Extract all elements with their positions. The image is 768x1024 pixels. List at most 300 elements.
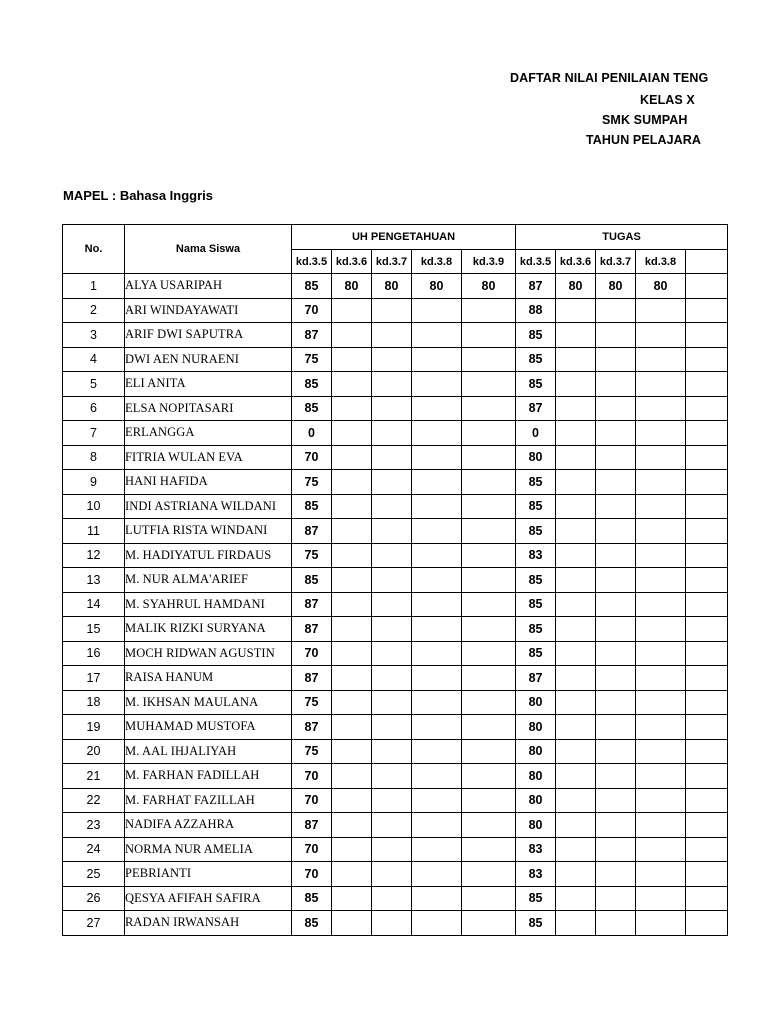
uh-score-cell [372,372,412,397]
uh-score-cell [332,739,372,764]
uh-score-cell: 75 [292,690,332,715]
uh-score-cell [462,886,516,911]
header-school: SMK SUMPAH [602,113,688,127]
col-header-name: Nama Siswa [125,225,292,274]
extra-cell [686,323,728,348]
tugas-score-cell [596,666,636,691]
uh-score-cell [462,494,516,519]
uh-score-cell [412,788,462,813]
grades-table-body [63,274,728,936]
uh-score-cell [412,396,462,421]
tugas-score-cell [596,862,636,887]
table-row [63,347,728,372]
tugas-score-cell: 85 [516,494,556,519]
uh-score-cell [372,911,412,936]
uh-score-cell [332,715,372,740]
tugas-score-cell: 80 [516,739,556,764]
tugas-score-cell [556,690,596,715]
extra-cell [686,519,728,544]
uh-score-cell [462,715,516,740]
uh-score-cell: 80 [462,274,516,299]
tugas-score-cell: 85 [516,323,556,348]
student-name: DWI AEN NURAENI [125,347,292,372]
tugas-score-cell [556,617,596,642]
tugas-score-cell: 87 [516,274,556,299]
tugas-score-cell: 83 [516,543,556,568]
extra-cell [686,739,728,764]
student-name: MUHAMAD MUSTOFA [125,715,292,740]
uh-score-cell [412,592,462,617]
uh-score-cell [462,592,516,617]
uh-score-cell: 87 [292,592,332,617]
extra-cell [686,641,728,666]
col-header-uh-kd: kd.3.6 [332,250,372,274]
student-name: M. HADIYATUL FIRDAUS [125,543,292,568]
uh-score-cell [372,764,412,789]
tugas-score-cell [636,592,686,617]
uh-score-cell [372,617,412,642]
uh-score-cell [412,690,462,715]
uh-score-cell [332,421,372,446]
tugas-score-cell [636,788,686,813]
uh-score-cell: 85 [292,274,332,299]
row-number: 19 [63,715,125,740]
uh-score-cell [332,470,372,495]
student-name: ELI ANITA [125,372,292,397]
extra-cell [686,274,728,299]
grades-table-viewport [62,224,683,936]
uh-score-cell [412,837,462,862]
tugas-score-cell [636,421,686,446]
uh-score-cell [462,788,516,813]
student-name: ELSA NOPITASARI [125,396,292,421]
tugas-score-cell [596,617,636,642]
uh-score-cell: 85 [292,568,332,593]
tugas-score-cell: 80 [516,813,556,838]
uh-score-cell: 85 [292,396,332,421]
uh-score-cell [372,445,412,470]
row-number: 1 [63,274,125,299]
uh-score-cell: 70 [292,641,332,666]
student-name: RADAN IRWANSAH [125,911,292,936]
tugas-score-cell [636,641,686,666]
uh-score-cell: 85 [292,886,332,911]
uh-score-cell [372,715,412,740]
uh-score-cell [332,372,372,397]
uh-score-cell [332,347,372,372]
tugas-score-cell [596,764,636,789]
group-header-uh: UH PENGETAHUAN [292,225,516,250]
uh-score-cell: 87 [292,519,332,544]
row-number: 18 [63,690,125,715]
student-name: ARI WINDAYAWATI [125,298,292,323]
tugas-score-cell [636,323,686,348]
student-name: M. SYAHRUL HAMDANI [125,592,292,617]
row-number: 8 [63,445,125,470]
row-number: 10 [63,494,125,519]
uh-score-cell [372,886,412,911]
tugas-score-cell [556,641,596,666]
tugas-score-cell [636,494,686,519]
document-header [0,0,709,160]
row-number: 9 [63,470,125,495]
uh-score-cell [462,519,516,544]
tugas-score-cell [556,568,596,593]
row-number: 2 [63,298,125,323]
table-row [63,764,728,789]
table-row [63,739,728,764]
table-row [63,911,728,936]
uh-score-cell [412,323,462,348]
table-row [63,323,728,348]
table-row [63,372,728,397]
tugas-score-cell: 85 [516,617,556,642]
tugas-score-cell: 85 [516,886,556,911]
tugas-score-cell: 80 [516,445,556,470]
uh-score-cell [372,690,412,715]
uh-score-cell [372,739,412,764]
uh-score-cell [372,543,412,568]
uh-score-cell [412,911,462,936]
table-row [63,568,728,593]
student-name: M. NUR ALMA'ARIEF [125,568,292,593]
tugas-score-cell: 80 [516,690,556,715]
row-number: 12 [63,543,125,568]
uh-score-cell: 75 [292,739,332,764]
extra-cell [686,298,728,323]
student-name: M. IKHSAN MAULANA [125,690,292,715]
tugas-score-cell [556,715,596,740]
student-name: MOCH RIDWAN AGUSTIN [125,641,292,666]
uh-score-cell [462,666,516,691]
table-row [63,886,728,911]
row-number: 21 [63,764,125,789]
tugas-score-cell [636,666,686,691]
table-row [63,470,728,495]
uh-score-cell [412,715,462,740]
table-row [63,592,728,617]
row-number: 5 [63,372,125,397]
tugas-score-cell: 85 [516,641,556,666]
tugas-score-cell [636,739,686,764]
tugas-score-cell [596,347,636,372]
header-class: KELAS X [640,93,695,107]
tugas-score-cell [596,372,636,397]
table-header-row-1 [63,225,728,250]
uh-score-cell: 75 [292,543,332,568]
uh-score-cell [372,862,412,887]
col-header-tugas-kd: kd.3.8 [636,250,686,274]
uh-score-cell [332,543,372,568]
tugas-score-cell [596,837,636,862]
tugas-score-cell [556,421,596,446]
uh-score-cell: 87 [292,323,332,348]
tugas-score-cell: 80 [556,274,596,299]
row-number: 15 [63,617,125,642]
tugas-score-cell [596,396,636,421]
uh-score-cell [412,298,462,323]
extra-cell [686,470,728,495]
uh-score-cell [332,396,372,421]
tugas-score-cell: 80 [516,788,556,813]
tugas-score-cell [556,470,596,495]
uh-score-cell [332,445,372,470]
student-name: ERLANGGA [125,421,292,446]
uh-score-cell: 0 [292,421,332,446]
tugas-score-cell [636,298,686,323]
student-name: ARIF DWI SAPUTRA [125,323,292,348]
row-number: 23 [63,813,125,838]
row-number: 27 [63,911,125,936]
row-number: 22 [63,788,125,813]
tugas-score-cell [636,764,686,789]
uh-score-cell [332,813,372,838]
tugas-score-cell [596,470,636,495]
uh-score-cell [332,519,372,544]
tugas-score-cell [636,543,686,568]
extra-cell [686,617,728,642]
group-header-tugas: TUGAS [516,225,728,250]
uh-score-cell: 87 [292,715,332,740]
uh-score-cell [412,494,462,519]
tugas-score-cell [596,641,636,666]
tugas-score-cell: 85 [516,470,556,495]
tugas-score-cell: 85 [516,372,556,397]
student-name: RAISA HANUM [125,666,292,691]
col-header-uh-kd: kd.3.5 [292,250,332,274]
row-number: 6 [63,396,125,421]
tugas-score-cell [596,494,636,519]
extra-cell [686,813,728,838]
uh-score-cell [462,445,516,470]
uh-score-cell [412,543,462,568]
extra-cell [686,886,728,911]
subject-label: MAPEL : Bahasa Inggris [63,188,214,203]
tugas-score-cell: 85 [516,519,556,544]
tugas-score-cell [636,519,686,544]
uh-score-cell [462,323,516,348]
row-number: 13 [63,568,125,593]
table-row [63,543,728,568]
tugas-score-cell [636,813,686,838]
tugas-score-cell: 80 [596,274,636,299]
extra-cell [686,666,728,691]
uh-score-cell [372,396,412,421]
uh-score-cell [372,494,412,519]
tugas-score-cell: 80 [516,715,556,740]
tugas-score-cell [556,543,596,568]
tugas-score-cell [556,764,596,789]
uh-score-cell [332,788,372,813]
tugas-score-cell [596,323,636,348]
tugas-score-cell [636,396,686,421]
tugas-score-cell: 80 [636,274,686,299]
uh-score-cell [412,813,462,838]
tugas-score-cell [636,862,686,887]
uh-score-cell [372,568,412,593]
uh-score-cell [462,347,516,372]
student-name: M. AAL IHJALIYAH [125,739,292,764]
extra-cell [686,396,728,421]
uh-score-cell [332,911,372,936]
tugas-score-cell [556,813,596,838]
table-row [63,298,728,323]
uh-score-cell [332,666,372,691]
row-number: 24 [63,837,125,862]
uh-score-cell [462,543,516,568]
extra-cell [686,862,728,887]
tugas-score-cell [556,445,596,470]
tugas-score-cell [636,911,686,936]
extra-cell [686,690,728,715]
student-name: QESYA AFIFAH SAFIRA [125,886,292,911]
uh-score-cell [462,837,516,862]
uh-score-cell [372,813,412,838]
col-header-extra [686,250,728,274]
table-row [63,837,728,862]
uh-score-cell [412,764,462,789]
uh-score-cell [372,666,412,691]
tugas-score-cell [596,813,636,838]
uh-score-cell [332,886,372,911]
col-header-uh-kd: kd.3.8 [412,250,462,274]
extra-cell [686,347,728,372]
uh-score-cell [372,788,412,813]
table-row [63,421,728,446]
extra-cell [686,543,728,568]
uh-score-cell [332,641,372,666]
tugas-score-cell: 85 [516,911,556,936]
tugas-score-cell [636,470,686,495]
uh-score-cell [332,323,372,348]
extra-cell [686,837,728,862]
uh-score-cell: 70 [292,298,332,323]
uh-score-cell: 87 [292,666,332,691]
uh-score-cell: 70 [292,445,332,470]
uh-score-cell [412,617,462,642]
uh-score-cell [462,568,516,593]
tugas-score-cell [556,298,596,323]
tugas-score-cell: 80 [516,764,556,789]
tugas-score-cell: 83 [516,837,556,862]
uh-score-cell [462,764,516,789]
tugas-score-cell [636,837,686,862]
student-name: FITRIA WULAN EVA [125,445,292,470]
row-number: 3 [63,323,125,348]
extra-cell [686,494,728,519]
tugas-score-cell [556,323,596,348]
table-row [63,690,728,715]
row-number: 4 [63,347,125,372]
table-row [63,813,728,838]
uh-score-cell [412,519,462,544]
uh-score-cell [372,323,412,348]
uh-score-cell: 85 [292,911,332,936]
tugas-score-cell [596,739,636,764]
tugas-score-cell [556,494,596,519]
tugas-score-cell [556,396,596,421]
tugas-score-cell [636,886,686,911]
uh-score-cell [332,690,372,715]
student-name: LUTFIA RISTA WINDANI [125,519,292,544]
table-row [63,641,728,666]
student-name: NORMA NUR AMELIA [125,837,292,862]
uh-score-cell [462,470,516,495]
header-title: DAFTAR NILAI PENILAIAN TENG [510,71,709,85]
tugas-score-cell [556,347,596,372]
uh-score-cell [332,568,372,593]
uh-score-cell [412,666,462,691]
uh-score-cell [412,641,462,666]
row-number: 7 [63,421,125,446]
row-number: 20 [63,739,125,764]
row-number: 11 [63,519,125,544]
tugas-score-cell [636,445,686,470]
uh-score-cell [332,592,372,617]
uh-score-cell [412,372,462,397]
uh-score-cell: 80 [332,274,372,299]
uh-score-cell [332,862,372,887]
uh-score-cell: 85 [292,494,332,519]
table-row [63,274,728,299]
extra-cell [686,715,728,740]
uh-score-cell: 80 [412,274,462,299]
tugas-score-cell [596,519,636,544]
tugas-score-cell: 85 [516,347,556,372]
extra-cell [686,592,728,617]
tugas-score-cell: 85 [516,568,556,593]
uh-score-cell: 70 [292,764,332,789]
uh-score-cell: 70 [292,788,332,813]
tugas-score-cell [636,568,686,593]
uh-score-cell [462,813,516,838]
tugas-score-cell [556,739,596,764]
tugas-score-cell [596,421,636,446]
uh-score-cell [412,470,462,495]
tugas-score-cell [596,886,636,911]
tugas-score-cell [636,347,686,372]
uh-score-cell [462,641,516,666]
uh-score-cell: 80 [372,274,412,299]
uh-score-cell [462,862,516,887]
tugas-score-cell [556,666,596,691]
table-row [63,519,728,544]
tugas-score-cell [596,690,636,715]
uh-score-cell [332,764,372,789]
row-number: 14 [63,592,125,617]
table-row [63,715,728,740]
tugas-score-cell [556,592,596,617]
uh-score-cell [372,470,412,495]
uh-score-cell [332,837,372,862]
uh-score-cell [412,862,462,887]
student-name: PEBRIANTI [125,862,292,887]
table-row [63,666,728,691]
extra-cell [686,911,728,936]
uh-score-cell [462,911,516,936]
col-header-tugas-kd: kd.3.5 [516,250,556,274]
uh-score-cell [412,568,462,593]
extra-cell [686,421,728,446]
student-name: M. FARHAN FADILLAH [125,764,292,789]
uh-score-cell [332,298,372,323]
grades-table [62,224,728,936]
tugas-score-cell [556,372,596,397]
tugas-score-cell [596,715,636,740]
tugas-score-cell [556,886,596,911]
uh-score-cell [412,445,462,470]
tugas-score-cell [636,715,686,740]
